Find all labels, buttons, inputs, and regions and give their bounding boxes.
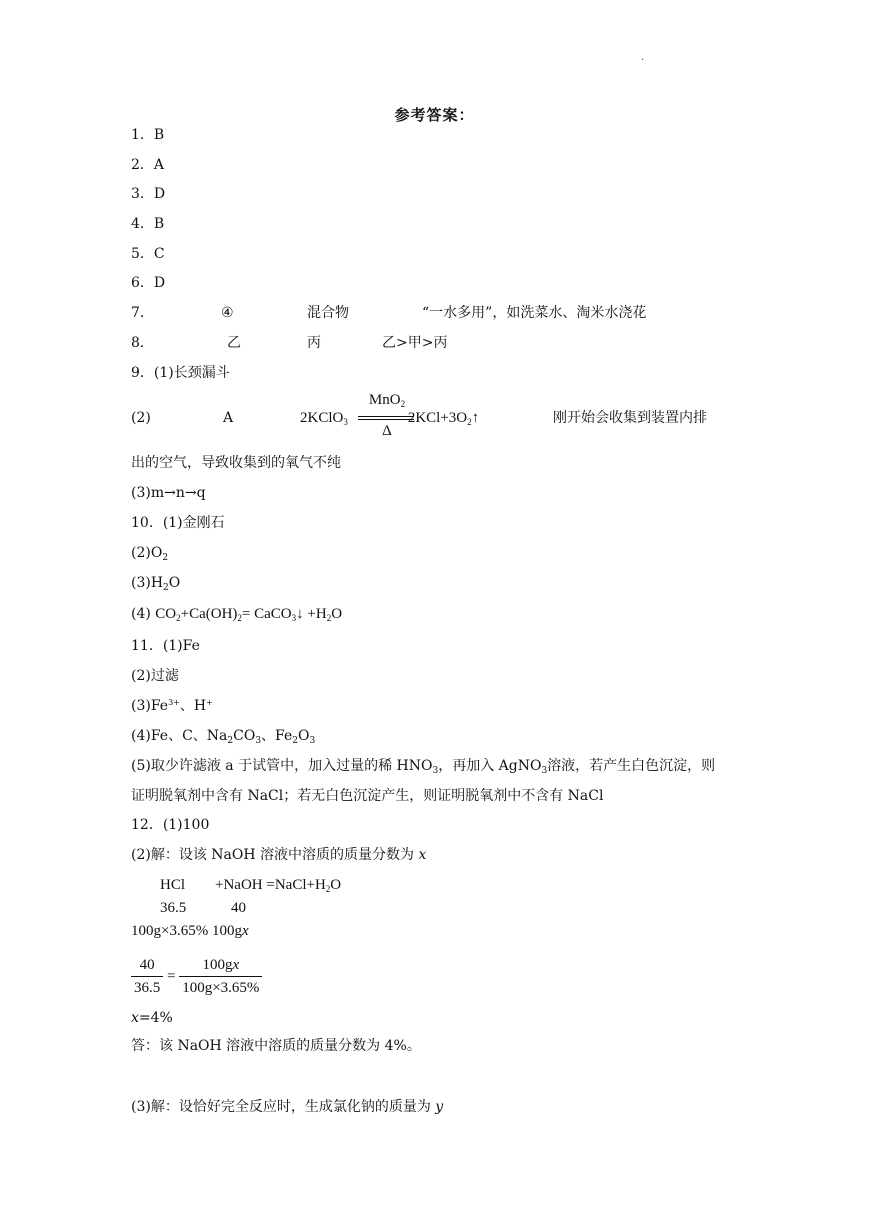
fraction-right-numerator-text: 100g	[202, 957, 233, 973]
answer-10-part-2	[131, 543, 168, 563]
answer-11-part-4-sub-2: 3	[255, 736, 262, 746]
answer-11-part-4-sub-4: 3	[309, 736, 316, 746]
answer-12-result	[131, 1008, 173, 1028]
answer-11-part-5-line-1	[131, 756, 715, 776]
equals-line-bottom	[358, 419, 414, 420]
answer-10-part-4	[131, 604, 342, 624]
given-naoh-var: x	[241, 923, 249, 939]
eq-part-2: +Ca(OH)	[180, 606, 238, 622]
answer-12-part-3-var: y	[435, 1099, 444, 1115]
answer-11-part-5-a: (5)取少许滤液 a 于试管中，加入过量的稀 HNO	[131, 758, 433, 774]
answer-11-part-4	[131, 726, 315, 746]
answer-11-part-4-d: O	[298, 728, 310, 744]
answer-8-blank-1: 乙	[227, 335, 241, 351]
fraction-right-numerator-var: x	[232, 957, 240, 973]
answer-11-part-4-a: (4)Fe、C、Na	[131, 728, 228, 744]
fraction-right-denominator: 100g×3.65%	[182, 980, 260, 996]
reaction-hcl: HCl	[160, 877, 186, 893]
answer-7-blank-3: “一水多用”，如洗菜水、淘米水浇花	[422, 305, 647, 321]
reaction-naoh	[215, 875, 341, 895]
answer-12-part-3-intro	[131, 1097, 443, 1117]
fraction-equals: =	[167, 968, 176, 985]
answer-7-blank-2: 混合物	[307, 305, 349, 321]
given-hcl-mass: 100g×3.65%	[131, 923, 209, 939]
answer-11-part-5-sub-1: 3	[432, 766, 439, 776]
answer-9-reason-line-1: 刚开始会收集到装置内排	[553, 410, 707, 426]
answer-2: 2．A	[131, 157, 165, 173]
page-title: 参考答案：	[394, 106, 475, 124]
answer-7-number: 7．	[131, 305, 154, 321]
catalyst-label: MnO	[368, 392, 401, 408]
molar-mass-hcl: 36.5	[160, 900, 187, 916]
reaction-o: O	[330, 877, 342, 893]
answer-7-blank-1: ④	[221, 305, 234, 321]
equation-product-subscript: 2	[467, 417, 472, 427]
answer-11-part-3-a: (3)Fe	[131, 698, 169, 714]
result-var: x	[131, 1010, 139, 1026]
molar-mass-naoh: 40	[231, 900, 246, 916]
given-naoh-mass: 100g	[211, 923, 242, 939]
answer-9-reason-line-2: 出的空气，导致收集到的氧气不纯	[131, 455, 341, 471]
answer-11-part-3	[131, 696, 213, 716]
answer-9-part-2-choice: A	[223, 410, 234, 426]
answer-9-part-2-label: (2)	[131, 410, 151, 426]
eq-part-5: O	[331, 606, 343, 622]
answer-10-part-3	[131, 573, 180, 593]
answer-11-part-4-sub-3: 2	[292, 736, 299, 746]
given-mass-row	[131, 921, 249, 941]
answer-10-part-3-sub: 2	[163, 583, 169, 593]
eq-part-1: CO	[155, 606, 177, 622]
answer-1: 1．B	[131, 127, 165, 143]
answer-4: 4．B	[131, 216, 165, 232]
answer-8-blank-3: 乙>甲>丙	[382, 335, 448, 351]
answer-8-number: 8．	[131, 335, 154, 351]
answer-12-conclusion: 答：该 NaOH 溶液中溶质的质量分数为 4%。	[131, 1038, 421, 1054]
answer-11-part-3-sup-2: +	[206, 698, 213, 707]
equation-reactant: 2KClO	[300, 410, 344, 426]
fraction-left	[131, 955, 163, 998]
header-dot: .	[641, 52, 645, 63]
answer-11-part-3-sup-1: 3+	[168, 698, 180, 707]
eq-sub-3: 3	[291, 613, 297, 623]
answer-12-part-1: 12．(1)100	[131, 817, 210, 833]
answer-11-part-5-sub-2: 3	[541, 766, 548, 776]
answer-6: 6．D	[131, 275, 166, 291]
gas-arrow-icon: ↑	[471, 410, 480, 426]
answer-12-part-2-intro-text: (2)解：设该 NaOH 溶液中溶质的质量分数为	[131, 847, 419, 863]
answer-9-part-1: 9．(1)长颈漏斗	[131, 365, 230, 381]
eq-sub-1: 2	[176, 613, 181, 623]
equals-line-top	[358, 416, 414, 417]
reaction-sub: 2	[325, 884, 331, 894]
answer-12-part-2-intro	[131, 845, 426, 865]
answer-11-part-5-c: 溶液，若产生白色沉淀，则	[547, 758, 716, 774]
answer-11-part-4-c: 、Fe	[261, 728, 293, 744]
answer-10-part-2-sub: 2	[162, 553, 169, 563]
proportion-equation	[131, 955, 262, 998]
equation-condition-top	[356, 392, 418, 409]
answer-11-part-4-sub-1: 2	[227, 736, 234, 746]
answer-11-part-5-b: ，再加入 AgNO	[438, 758, 542, 774]
heat-symbol: Δ	[382, 423, 392, 439]
catalyst-subscript: 2	[400, 399, 406, 409]
answer-9-part-3: (3)m→n→q	[131, 485, 206, 501]
equation-reactant-subscript: 3	[343, 417, 348, 427]
answer-12-part-2-var: x	[418, 847, 427, 863]
eq-sub-2: 2	[237, 613, 242, 623]
equation-co2-limewater	[155, 606, 342, 622]
eq-part-4: ↓ +H	[296, 606, 327, 622]
eq-sub-4: 2	[326, 613, 332, 623]
answer-11-part-5-line-2: 证明脱氧剂中含有 NaCl；若无白色沉淀产生，则证明脱氧剂中不含有 NaCl	[131, 788, 604, 804]
result-value: =4%	[138, 1010, 173, 1026]
eq-part-3: = CaCO	[241, 606, 292, 622]
answer-11-part-2: (2)过滤	[131, 668, 179, 684]
answer-10-part-3-text: (3)H	[131, 575, 164, 591]
equation-product: 2KCl+3O	[407, 410, 468, 426]
answer-11-part-3-b: 、H	[179, 698, 207, 714]
fraction-right	[179, 955, 262, 998]
reaction-rest: +NaOH =NaCl+H	[215, 877, 326, 893]
answer-5: 5．C	[131, 246, 165, 262]
answer-10-part-3-tail: O	[168, 575, 181, 591]
fraction-right-numerator	[179, 955, 262, 977]
fraction-left-denominator: 36.5	[134, 980, 161, 996]
answer-11-part-4-b: CO	[233, 728, 256, 744]
answer-12-part-3-intro-text: (3)解：设恰好完全反应时，生成氯化钠的质量为	[131, 1099, 436, 1115]
answer-11-part-1: 11．(1)Fe	[131, 638, 200, 654]
answer-10-part-4-label: (4)	[131, 606, 151, 622]
fraction-left-numerator: 40	[131, 955, 163, 977]
answer-3: 3．D	[131, 186, 166, 202]
answer-8-blank-2: 丙	[307, 335, 321, 351]
answer-10-part-2-text: (2)O	[131, 545, 163, 561]
answer-10-part-1: 10．(1)金刚石	[131, 515, 225, 531]
